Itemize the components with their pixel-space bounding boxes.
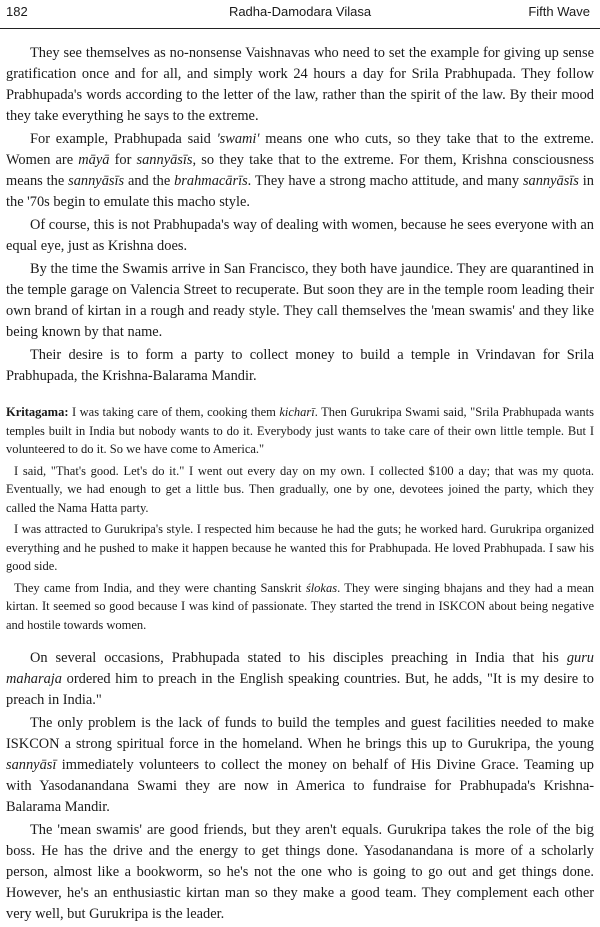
italic-term: sannyāsī <box>6 757 57 773</box>
paragraph: Of course, this is not Prabhupada's way of dealing with women, because he sees everyone with an equal eye, just as Krishna does. <box>6 217 594 254</box>
italic-term: 'swami' <box>216 131 260 147</box>
paragraph: On several occasions, Prabhupada stated to his disciples preaching in India that his guru maharaja ordered him to preach in the English speaking countries. But, he adds, "It is my desire to preach in India." <box>6 650 594 708</box>
speaker-name: Kritagama: <box>6 405 69 419</box>
paragraph: They see themselves as no-nonsense Vaishnavas who need to set the example for giving up sense gratification once and for all, and simply work 24 hours a day for Srila Prabhupada. They follow Prabhupada's words according to the letter of the law, rather than the spirit of the law. By their mood they take everything he says to the extreme. <box>6 45 594 124</box>
quote-paragraph: I said, "That's good. Let's do it." I went out every day on my own. I collected $100 a day; that was my quota. Eventually, we had enough to get a little bus. Then gradually, one by one, devotees joined the party, which they called the Nama Hatta party. <box>6 463 594 515</box>
quote-paragraph: I was attracted to Gurukripa's style. I respected him because he had the guts; he worked hard. Gurukripa organized everything and he pushed to make it happen because he wanted this for Prabhupada. He loved Prabhupada. I saw his good side. <box>6 522 594 573</box>
paragraph: The only problem is the lack of funds to build the temples and guest facilities needed to make ISKCON a strong spiritual force in the homeland. When he brings this up to Gurukripa, the young sannyāsī immediately volunteers to collect the money on behalf of His Divine Grace. Teaming up with Yasodanandana Swami they are now in America to fundraise for Prabhupada's Krishna-Balarama Mandir. <box>6 715 594 815</box>
page-number: 182 <box>6 4 28 19</box>
narrative-section-1 <box>6 43 594 387</box>
italic-term: guru maharaja <box>6 650 594 687</box>
running-header <box>0 0 600 29</box>
quote-paragraph: They came from India, and they were chanting Sanskrit ślokas. They were singing bhajans and they had a mean kirtan. It seemed so good because I was kind of passionate. They started the trend in ISKCON about being negative and hostile towards women. <box>6 580 594 632</box>
italic-term: sannyāsīs <box>136 152 193 168</box>
paragraph: By the time the Swamis arrive in San Francisco, they both have jaundice. They are quarantined in the temple garage on Valencia Street to recuperate. But soon they are in the temple room leading their own brand of kirtan in a rough and ready style. They call themselves the 'mean swamis' and they like being known by that name. <box>6 261 594 340</box>
book-title: Radha-Damodara Vilasa <box>228 4 372 19</box>
italic-term: kicharī <box>279 405 315 419</box>
italic-term: sannyāsīs <box>522 173 579 189</box>
page-body <box>6 43 594 927</box>
paragraph: Their desire is to form a party to collect money to build a temple in Vrindavan for Srila Prabhupada, the Krishna-Balarama Mandir. <box>6 347 594 384</box>
italic-term: māyā <box>78 152 110 168</box>
narrative-section-2 <box>6 648 594 925</box>
italic-term: ślokas <box>305 580 338 595</box>
chapter-title: Fifth Wave <box>528 4 590 19</box>
italic-term: sannyāsīs <box>68 173 125 189</box>
paragraph: For example, Prabhupada said 'swami' means one who cuts, so they take that to the extreme. Women are māyā for sannyāsīs, so they take that to the extreme. For them, Krishna consciousness means the sannyāsīs and the brahmacārīs. They have a strong macho attitude, and many sannyāsīs in the '70s begin to emulate this macho style. <box>6 131 594 210</box>
quote-paragraph: Kritagama: I was taking care of them, cooking them kicharī. Then Gurukripa Swami said, "Srila Prabhupada wants temples built in India but nobody wants to do it. Everybody just wants to take care of their own little temple. But I volunteered to do it. So we have come to America." <box>6 405 595 456</box>
paragraph: The 'mean swamis' are good friends, but they aren't equals. Gurukripa takes the role of the big boss. He has the drive and the energy to get things done. Yasodanandana is more of a scholarly person, almost like a bookworm, so he's not the one who is going to go out and get things done. However, he's an enthusiastic kirtan man so they make a good team. They complement each other very well, but Gurukripa is the leader. <box>6 822 594 922</box>
interview-quote <box>6 403 594 634</box>
italic-term: brahmacārīs <box>174 173 248 189</box>
